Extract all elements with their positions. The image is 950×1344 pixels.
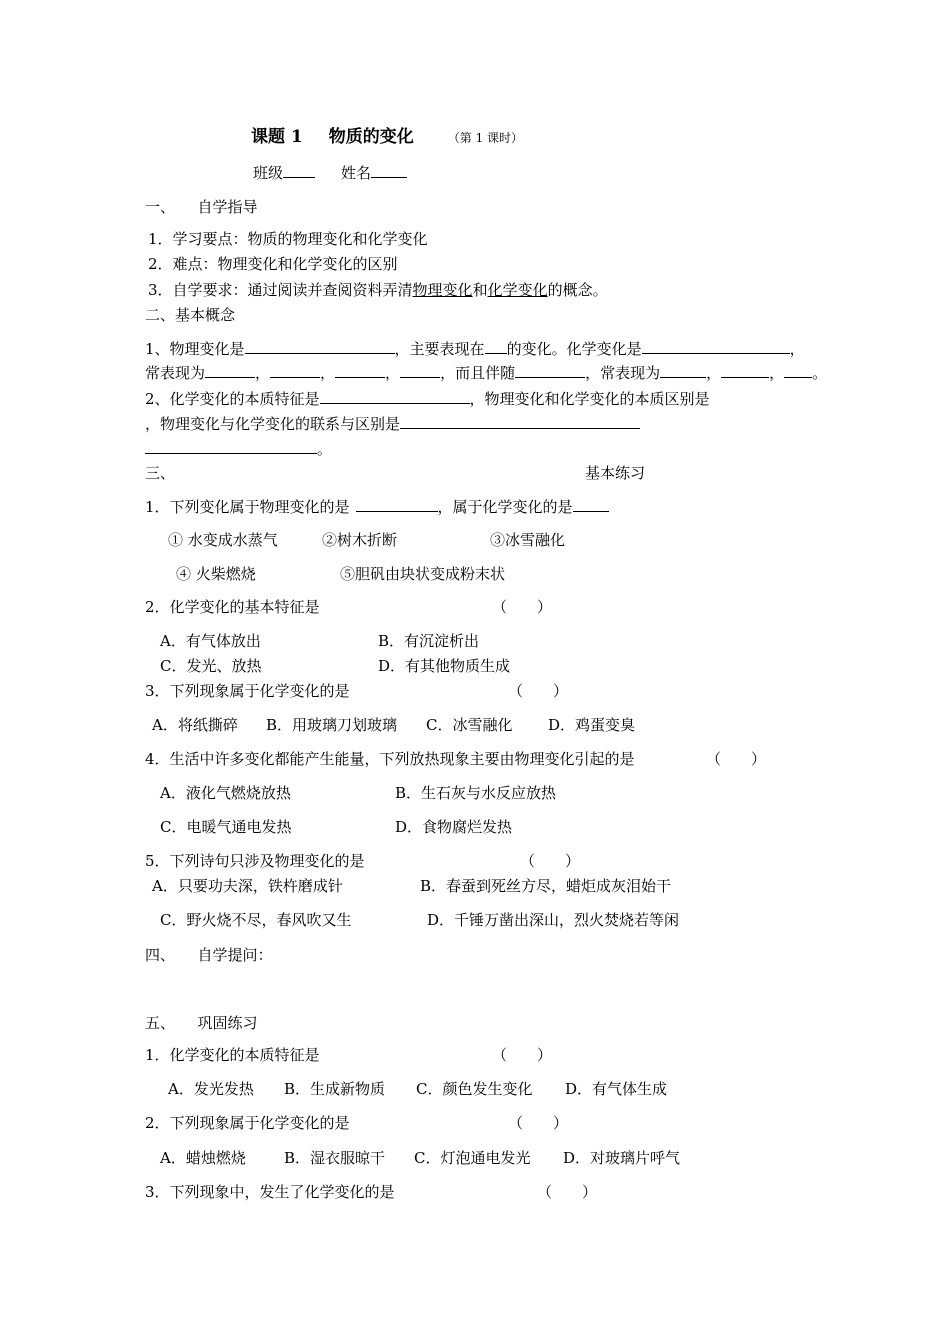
s3-q2-option-b: B．有沉淀析出	[378, 632, 480, 650]
s5-q2-option-d: D．对玻璃片呼气	[563, 1149, 681, 1167]
s2-q1-line2	[145, 362, 827, 383]
period: 。	[317, 440, 333, 458]
fill-blank[interactable]	[721, 362, 769, 378]
s5-q1-option-a: A．发光发热	[168, 1080, 254, 1098]
s2-q2-a: 2、化学变化的本质特征是	[145, 390, 320, 408]
s3-q5-option-b: B．春蚕到死丝方尽，蜡炬成灰泪始干	[420, 877, 672, 895]
section-5-heading: 五、 巩固练习	[145, 1014, 258, 1032]
answer-paren[interactable]: （ ）	[492, 1046, 553, 1064]
fill-blank[interactable]	[485, 338, 507, 354]
comma: ，	[706, 364, 722, 382]
period: 。	[812, 364, 828, 382]
s5-q2-option-c: C．灯泡通电发光	[414, 1149, 531, 1167]
s3-q2-option-c: C．发光、放热	[160, 657, 262, 675]
fill-blank[interactable]	[356, 496, 438, 512]
fill-blank[interactable]	[660, 362, 706, 378]
s2-q1-c: 的变化。化学变化是	[506, 340, 642, 358]
answer-paren[interactable]: （ ）	[492, 598, 553, 616]
s3-q1-option-1: ① 水变成水蒸气	[168, 531, 278, 549]
s3-q5: 5．下列诗句只涉及物理变化的是	[145, 852, 365, 870]
s3-q2-option-d: D．有其他物质生成	[378, 657, 511, 675]
s3-q3-option-b: B．用玻璃刀划玻璃	[266, 716, 398, 734]
comma: ，	[255, 364, 271, 382]
s1-item-3-pre: 3．自学要求：通过阅读并查阅资料弄清	[148, 281, 413, 299]
lesson-number: 课题 1	[251, 127, 303, 147]
s1-item-3	[148, 280, 608, 300]
term-physical-change: 物理变化	[412, 281, 473, 299]
fill-blank[interactable]	[515, 362, 585, 378]
lesson-topic: 物质的变化	[328, 127, 414, 147]
answer-paren[interactable]: （ ）	[537, 1183, 598, 1201]
section-4-heading: 四、 自学提问：	[145, 946, 273, 964]
section-3-number: 三、	[145, 464, 176, 482]
s3-q5-option-c: C．野火烧不尽，春风吹又生	[160, 911, 352, 929]
s3-q1-b: ，属于化学变化的是	[437, 498, 573, 516]
lesson-period: （第 1 课时）	[447, 131, 524, 145]
s3-q2-option-a: A．有气体放出	[160, 632, 261, 650]
class-label: 班级	[253, 164, 284, 182]
fill-blank[interactable]	[205, 362, 255, 378]
s1-item-3-post: 的概念。	[547, 281, 608, 299]
name-blank[interactable]	[371, 162, 407, 178]
s2-q1-d: ，	[789, 340, 805, 358]
answer-paren[interactable]: （ ）	[508, 1114, 569, 1132]
s2-q1-f: ，而且伴随	[440, 364, 516, 382]
student-info	[253, 162, 407, 183]
fill-blank[interactable]	[400, 413, 640, 429]
comma: ，	[769, 364, 785, 382]
page-title	[251, 127, 523, 148]
s3-q3-option-d: D．鸡蛋变臭	[548, 716, 636, 734]
s5-q1: 1．化学变化的本质特征是	[145, 1046, 320, 1064]
s3-q1	[145, 496, 609, 517]
section-3-heading: 基本练习	[585, 464, 646, 482]
s3-q3-option-c: C．冰雪融化	[426, 716, 513, 734]
fill-blank[interactable]	[145, 438, 317, 454]
section-1-heading: 一、 自学指导	[145, 198, 258, 216]
comma: ，	[385, 364, 401, 382]
fill-blank[interactable]	[400, 362, 440, 378]
s3-q5-option-d: D．千锤万凿出深山，烈火焚烧若等闲	[427, 911, 680, 929]
s2-q1-g: ，常表现为	[585, 364, 661, 382]
section-2-heading: 二、基本概念	[145, 306, 236, 324]
s2-q2-line3	[145, 438, 332, 459]
fill-blank[interactable]	[270, 362, 320, 378]
s5-q3: 3．下列现象中，发生了化学变化的是	[145, 1183, 395, 1201]
s5-q2: 2．下列现象属于化学变化的是	[145, 1114, 350, 1132]
s1-item-1: 1．学习要点：物质的物理变化和化学变化	[148, 230, 428, 248]
s2-q1-b: ，主要表现在	[394, 340, 485, 358]
s5-q2-option-a: A．蜡烛燃烧	[160, 1149, 246, 1167]
s3-q3-option-a: A．将纸撕碎	[152, 716, 238, 734]
s3-q1-option-2: ②树木折断	[322, 531, 398, 549]
s1-item-3-mid: 和	[472, 281, 488, 299]
fill-blank[interactable]	[642, 338, 790, 354]
comma: ，	[320, 364, 336, 382]
class-blank[interactable]	[283, 162, 315, 178]
s2-q1-line1	[145, 338, 805, 359]
name-label: 姓名	[341, 164, 372, 182]
fill-blank[interactable]	[573, 496, 609, 512]
s2-q2-line2	[145, 413, 640, 434]
answer-paren[interactable]: （ ）	[508, 682, 569, 700]
s5-q1-option-d: D．有气体生成	[565, 1080, 668, 1098]
s3-q4-option-b: B．生石灰与水反应放热	[395, 784, 557, 802]
s2-q2-line1	[145, 388, 710, 409]
s3-q1-option-4: ④ 火柴燃烧	[176, 565, 256, 583]
s2-q2-b: ，物理变化和化学变化的本质区别是	[469, 390, 710, 408]
s2-q1-a: 1、物理变化是	[145, 340, 245, 358]
answer-paren[interactable]: （ ）	[706, 750, 767, 768]
s3-q1-option-3: ③冰雪融化	[490, 531, 566, 549]
s1-item-2: 2．难点：物理变化和化学变化的区别	[148, 255, 398, 273]
fill-blank[interactable]	[245, 338, 395, 354]
s3-q4: 4．生活中许多变化都能产生能量，下列放热现象主要由物理变化引起的是	[145, 750, 635, 768]
s5-q2-option-b: B．湿衣服晾干	[284, 1149, 386, 1167]
fill-blank[interactable]	[784, 362, 812, 378]
s3-q5-option-a: A．只要功夫深，铁杵磨成针	[152, 877, 343, 895]
s5-q1-option-b: B．生成新物质	[284, 1080, 386, 1098]
s3-q4-option-c: C．电暖气通电发热	[160, 818, 292, 836]
fill-blank[interactable]	[320, 388, 470, 404]
s3-q4-option-a: A．液化气燃烧放热	[160, 784, 291, 802]
s3-q3: 3．下列现象属于化学变化的是	[145, 682, 350, 700]
fill-blank[interactable]	[335, 362, 385, 378]
term-chemical-change: 化学变化	[487, 281, 548, 299]
s3-q1-a: 1．下列变化属于物理变化的是	[145, 498, 350, 516]
s3-q4-option-d: D．食物腐烂发热	[395, 818, 513, 836]
answer-paren[interactable]: （ ）	[520, 852, 581, 870]
s3-q2: 2．化学变化的基本特征是	[145, 598, 320, 616]
s5-q1-option-c: C．颜色发生变化	[416, 1080, 533, 1098]
s3-q1-option-5: ⑤胆矾由块状变成粉末状	[340, 565, 506, 583]
s2-q1-e: 常表现为	[145, 364, 206, 382]
s2-q2-c: ，物理变化与化学变化的联系与区别是	[145, 415, 401, 433]
